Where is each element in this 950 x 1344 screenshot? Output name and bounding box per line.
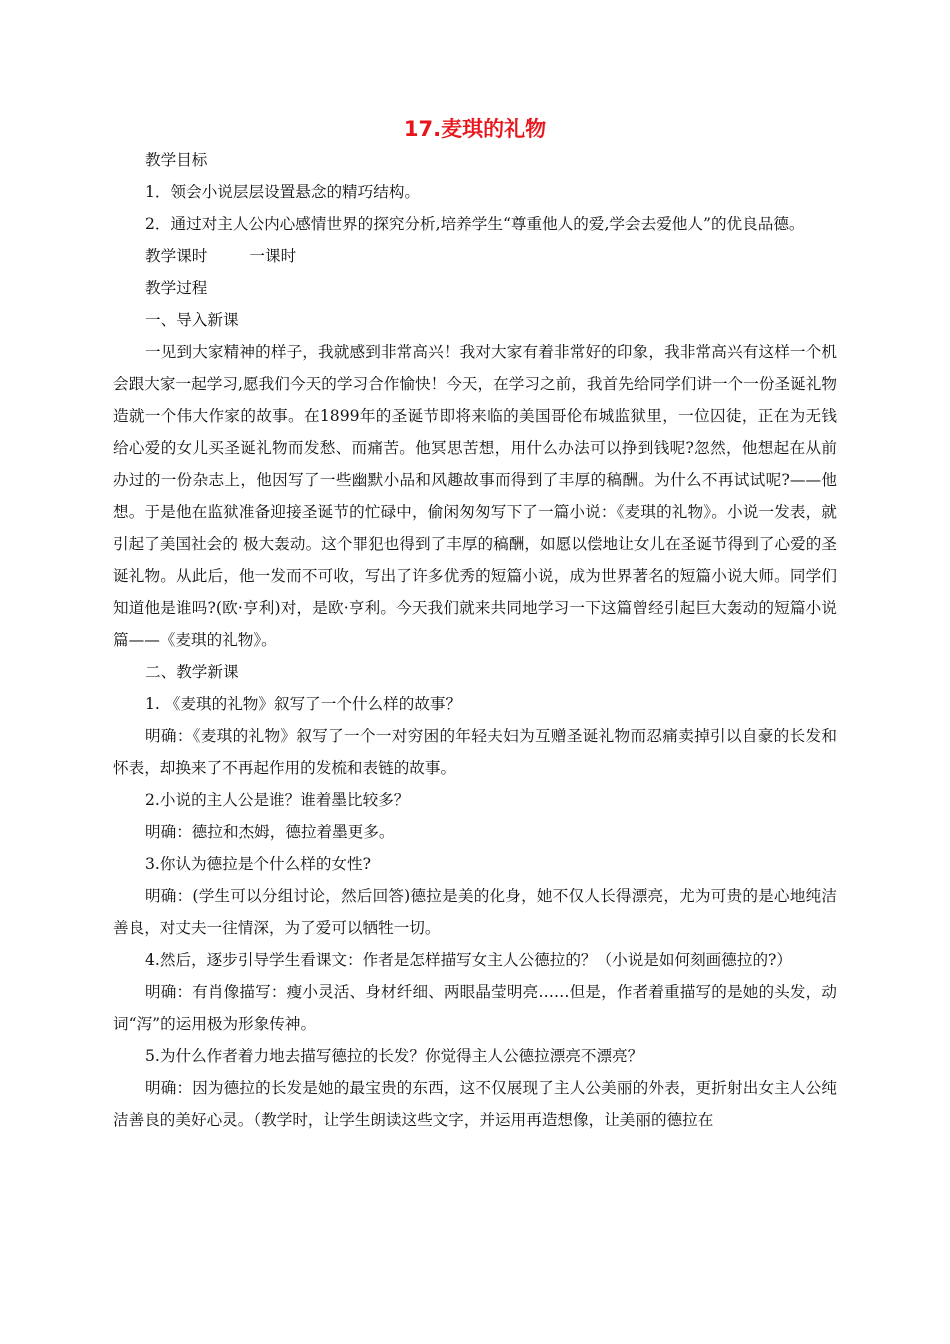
objective-2: 2．通过对主人公内心感情世界的探究分析,培养学生“尊重他人的爱,学会去爱他人”的优良品德。	[145, 215, 805, 233]
period-value: 一课时	[249, 247, 297, 265]
question-1: 1. 《麦琪的礼物》叙写了一个什么样的故事？	[145, 695, 462, 713]
objective-1: 1．领会小说层层设置悬念的精巧结构。	[145, 183, 421, 201]
lesson-body	[113, 144, 837, 1136]
answer-3: 明确：(学生可以分组讨论，然后回答)德拉是美的化身，她不仅人长得漂亮，尤为可贵的是心地纯洁善良，对丈夫一往情深，为了爱可以牺牲一切。	[113, 887, 837, 937]
answer-2: 明确：德拉和杰姆，德拉着墨更多。	[145, 823, 395, 841]
process-heading: 教学过程	[145, 279, 208, 297]
question-5: 5.为什么作者着力地去描写德拉的长发？你觉得主人公德拉漂亮不漂亮？	[145, 1047, 644, 1065]
period-label: 教学课时	[145, 247, 208, 265]
section-heading-2: 二、教学新课	[145, 663, 239, 681]
section-heading-1: 一、导入新课	[145, 311, 239, 329]
answer-4: 明确：有肖像描写：瘦小灵活、身材纤细、两眼晶莹明亮……但是，作者着重描写的是她的头发，动词“泻”的运用极为形象传神。	[113, 983, 837, 1033]
answer-5: 明确：因为德拉的长发是她的最宝贵的东西，这不仅展现了主人公美丽的外表，更折射出女主人公纯洁善良的美好心灵。（教学时，让学生朗读这些文字，并运用再造想像，让美丽的德拉在	[113, 1079, 837, 1129]
question-2: 2.小说的主人公是谁？谁着墨比较多？	[145, 791, 410, 809]
lesson-title: 17.麦琪的礼物	[403, 117, 547, 141]
answer-1: 明确：《麦琪的礼物》叙写了一个一对穷困的年轻夫妇为互赠圣诞礼物而忍痛卖掉引以自豪的长发和怀表，却换来了不再起作用的发梳和表链的故事。	[113, 727, 837, 777]
intro-paragraph: 一见到大家精神的样子，我就感到非常高兴！我对大家有着非常好的印象，我非常高兴有这样一个机会跟大家一起学习,愿我们今天的学习合作愉快！今天，在学习之前，我首先给同学们讲一个一份圣诞礼物造就一个伟大作家的故事。在1899年的圣诞节即将来临的美国哥伦布城监狱里，一位囚徒，正在为无钱给心爱的女儿买圣诞礼物而发愁、而痛苦。他冥思苦想，用什么办法可以挣到钱呢?忽然，他想起在从前办过的一份杂志上，他因写了一些幽默小品和风趣故事而得到了丰厚的稿酬。为什么不再试试呢?——他想。于是他在监狱准备迎接圣诞节的忙碌中，偷闲匆匆写下了一篇小说：《麦琪的礼物》。小说一发表，就引起了美国社会的 极大轰动。这个罪犯也得到了丰厚的稿酬，如愿以偿地让女儿在圣诞节得到了心爱的圣诞礼物。从此后，他一发而不可收，写出了许多优秀的短篇小说，成为世界著名的短篇小说大师。同学们知道他是谁吗?(欧·亨利)对，是欧·亨利。今天我们就来共同地学习一下这篇曾经引起巨大轰动的短篇小说篇——《麦琪的礼物》。	[113, 343, 837, 649]
question-3: 3.你认为德拉是个什么样的女性?	[145, 855, 371, 873]
question-4: 4.然后，逐步引导学生看课文：作者是怎样描写女主人公德拉的？（小说是如何刻画德拉的?）	[145, 951, 792, 969]
objectives-heading: 教学目标	[145, 151, 208, 169]
class-period-line	[113, 240, 837, 272]
